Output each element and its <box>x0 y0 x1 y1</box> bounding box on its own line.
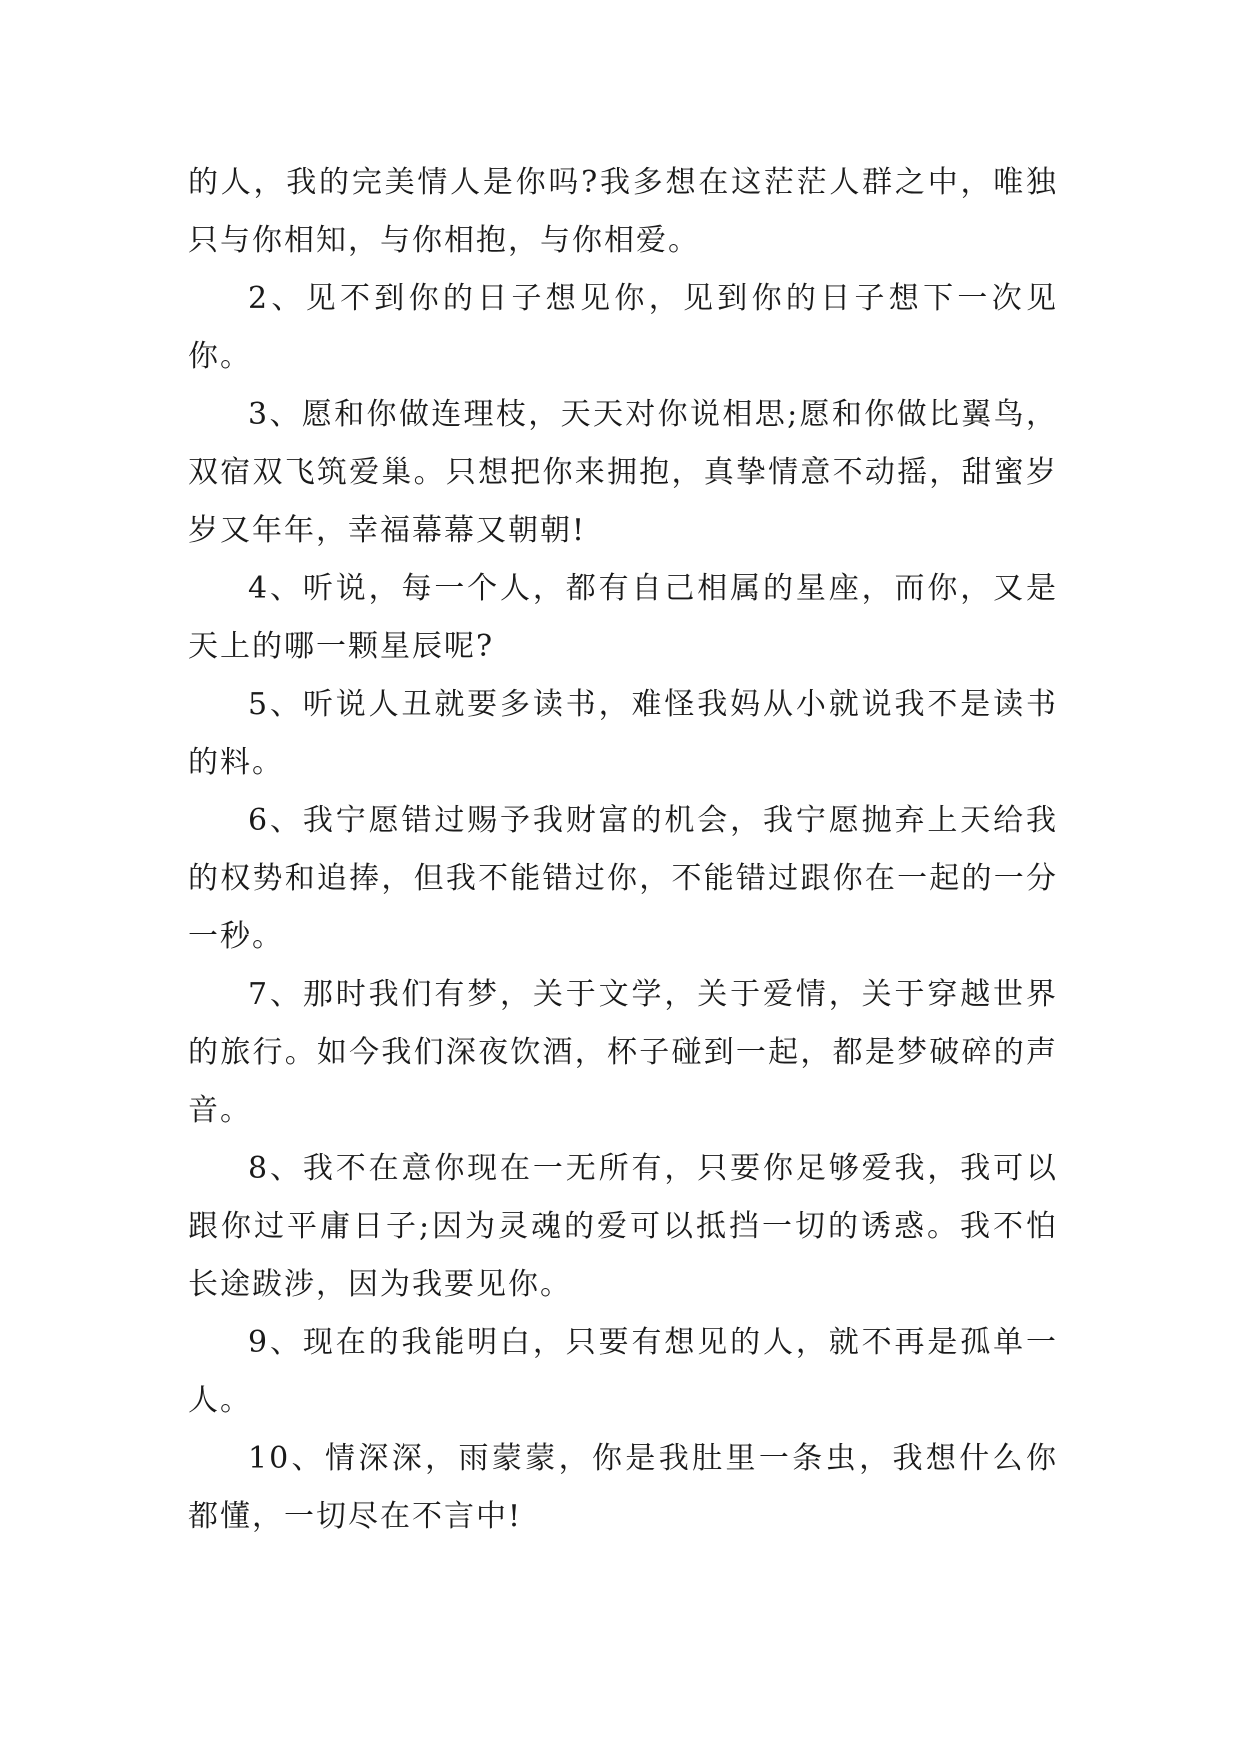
paragraph-item-10: 10、情深深，雨蒙蒙，你是我肚里一条虫，我想什么你都懂，一切尽在不言中! <box>188 1441 1058 1534</box>
paragraph-item-8: 8、我不在意你现在一无所有，只要你足够爱我，我可以跟你过平庸日子;因为灵魂的爱可以抵挡一切的诱惑。我不怕长途跋涉，因为我要见你。 <box>188 1151 1058 1302</box>
paragraph-item-9: 9、现在的我能明白，只要有想见的人，就不再是孤单一人。 <box>188 1325 1058 1418</box>
paragraph-item-4: 4、听说，每一个人，都有自己相属的星座，而你，又是天上的哪一颗星辰呢? <box>188 571 1058 664</box>
paragraph-item-3: 3、愿和你做连理枝，天天对你说相思;愿和你做比翼鸟，双宿双飞筑爱巢。只想把你来拥抱，真挚情意不动摇，甜蜜岁岁又年年，幸福幕幕又朝朝! <box>188 397 1058 548</box>
document-body <box>188 154 1058 1546</box>
paragraph-item-2: 2、见不到你的日子想见你，见到你的日子想下一次见你。 <box>188 281 1058 374</box>
paragraph-item-7: 7、那时我们有梦，关于文学，关于爱情，关于穿越世界的旅行。如今我们深夜饮酒，杯子碰到一起，都是梦破碎的声音。 <box>188 977 1058 1128</box>
paragraph-item-6: 6、我宁愿错过赐予我财富的机会，我宁愿抛弃上天给我的权势和追捧，但我不能错过你，不能错过跟你在一起的一分一秒。 <box>188 803 1058 954</box>
paragraph-item-5: 5、听说人丑就要多读书，难怪我妈从小就说我不是读书的料。 <box>188 687 1058 780</box>
paragraph-continuation: 的人，我的完美情人是你吗?我多想在这茫茫人群之中，唯独只与你相知，与你相抱，与你相爱。 <box>188 165 1058 258</box>
